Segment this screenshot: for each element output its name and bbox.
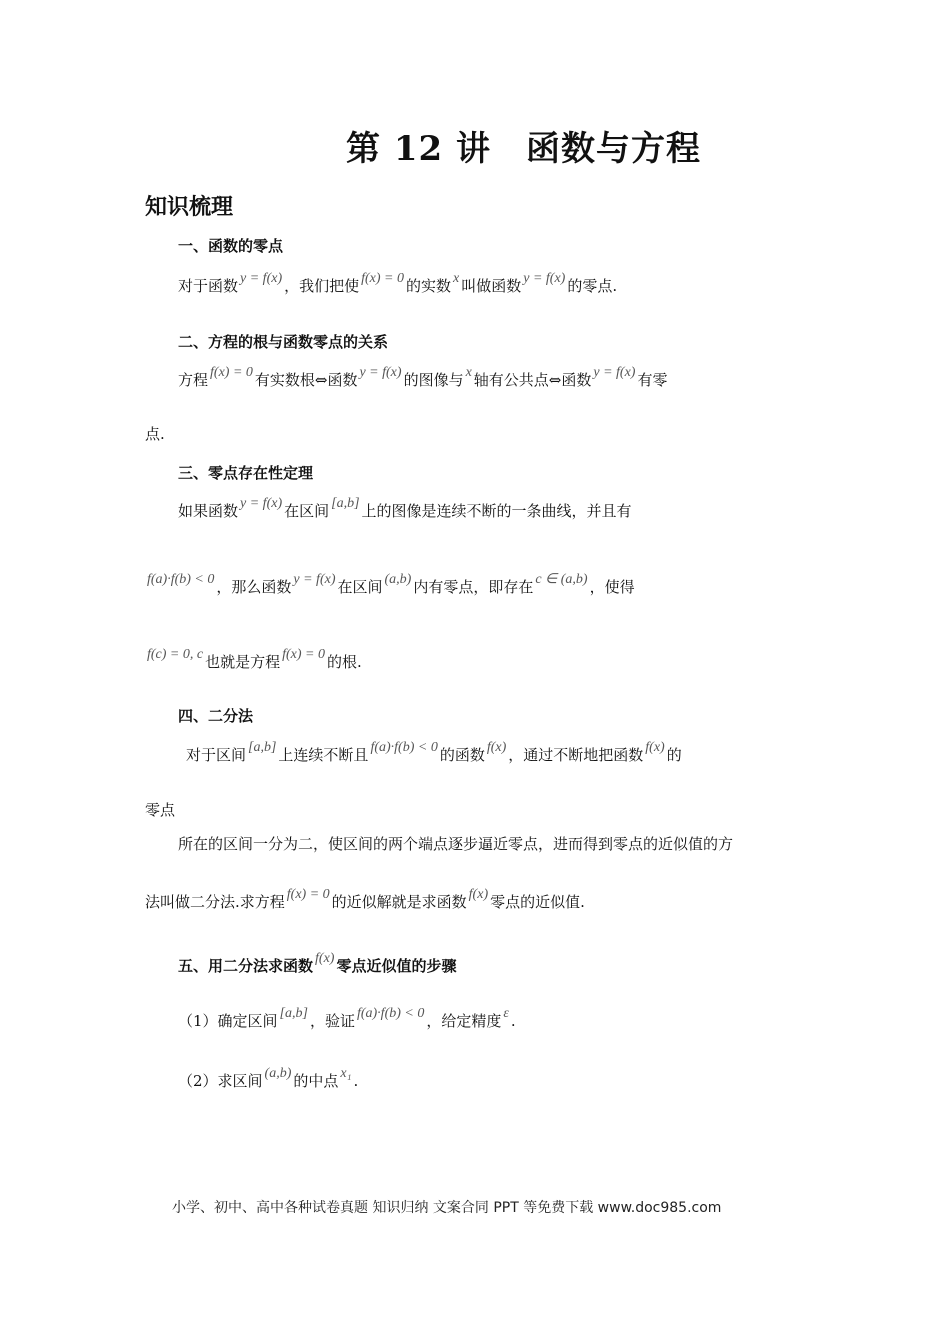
text: ，那么函数	[216, 578, 292, 596]
s2-line2: 点.	[145, 425, 165, 443]
footer: 小学、初中、高中各种试卷真题 知识归纳 文案合同 PPT 等免费下载 www.doc985.com	[172, 1200, 722, 1216]
math: c ∈ (a,b)	[535, 572, 588, 587]
s3-line2	[145, 572, 635, 596]
math: y = f(x)	[240, 271, 283, 286]
s4-line2: 零点	[145, 801, 176, 819]
math: f(x)	[486, 740, 507, 755]
s4-line3: 所在的区间一分为二，使区间的两个端点逐步逼近零点，进而得到零点的近似值的方	[178, 835, 734, 853]
s3-line3	[145, 647, 362, 671]
text: 法叫做二分法.求方程	[145, 893, 285, 911]
text: 在区间	[284, 502, 330, 520]
text: ，我们把使	[284, 277, 360, 295]
math: f(x) = 0	[361, 271, 404, 286]
math: f(x) = 0	[282, 647, 325, 662]
s4-heading: 四、二分法	[178, 707, 254, 725]
text: 零点近似值的步骤	[336, 957, 457, 975]
s3-line1	[178, 496, 632, 520]
text: 零点的近似值.	[490, 893, 585, 911]
math: x	[453, 271, 460, 286]
math: y = f(x)	[293, 572, 336, 587]
text: 内有零点，即存在	[413, 578, 534, 596]
s5-step1	[178, 1006, 516, 1030]
math: [a,b]	[331, 496, 360, 511]
s1-line1	[178, 271, 618, 295]
text: 五、用二分法求函数	[178, 957, 314, 975]
text: 的近似解就是求函数	[331, 893, 467, 911]
math: x₁	[340, 1066, 352, 1081]
text: 轴有公共点⇔函数	[473, 371, 592, 389]
math: f(a)·f(b) < 0	[147, 572, 215, 587]
text: ，给定精度	[426, 1012, 502, 1030]
text: 的实数	[406, 277, 452, 295]
text: .	[353, 1072, 359, 1090]
text: 在区间	[337, 578, 383, 596]
section-heading: 知识梳理	[145, 195, 234, 220]
s5-step2	[178, 1066, 359, 1090]
s4-line1	[186, 740, 682, 764]
s3-heading: 三、零点存在性定理	[178, 464, 314, 482]
math: f(x) = 0	[286, 887, 330, 902]
text: ，通过不断地把函数	[508, 746, 644, 764]
math: y = f(x)	[593, 365, 636, 380]
text: ，验证	[309, 1012, 355, 1030]
math: f(x)	[315, 951, 335, 966]
page-title: 第 12 讲 函数与方程	[346, 129, 701, 169]
text: 如果函数	[178, 502, 239, 520]
math: f(x)	[645, 740, 665, 755]
text: （2）求区间	[178, 1072, 263, 1090]
s1-heading: 一、函数的零点	[178, 237, 284, 255]
text: 的图像与	[403, 371, 464, 389]
text: .	[510, 1012, 516, 1030]
math: f(x)	[468, 887, 489, 902]
math: (a,b)	[264, 1066, 292, 1081]
math: ε	[503, 1006, 509, 1021]
text: 的零点.	[567, 277, 618, 295]
s5-heading	[178, 951, 457, 976]
text: 有实数根⇔函数	[254, 371, 358, 389]
text: 有零	[637, 371, 668, 389]
text: （1）确定区间	[178, 1012, 278, 1030]
text: 的根.	[326, 653, 362, 671]
s2-heading: 二、方程的根与函数零点的关系	[178, 333, 389, 351]
math: f(a)·f(b) < 0	[370, 740, 438, 755]
text: 的函数	[439, 746, 485, 764]
text: ，使得	[589, 578, 635, 596]
text: 对于区间	[186, 746, 247, 764]
math: y = f(x)	[240, 496, 283, 511]
math: f(c) = 0, c	[147, 647, 204, 662]
math: y = f(x)	[523, 271, 566, 286]
math: x	[465, 365, 472, 380]
s4-line4	[145, 887, 585, 911]
math: [a,b]	[279, 1006, 308, 1021]
math: f(a)·f(b) < 0	[356, 1006, 425, 1021]
math: (a,b)	[384, 572, 412, 587]
text: 上连续不断且	[278, 746, 369, 764]
math: y = f(x)	[359, 365, 402, 380]
text: 的中点	[293, 1072, 339, 1090]
s2-line1	[178, 365, 668, 389]
text: 的	[666, 746, 682, 764]
text: 也就是方程	[205, 653, 281, 671]
text: 方程	[178, 371, 209, 389]
math: f(x) = 0	[210, 365, 253, 380]
text: 叫做函数	[461, 277, 522, 295]
text: 对于函数	[178, 277, 239, 295]
math: [a,b]	[248, 740, 277, 755]
text: 上的图像是连续不断的一条曲线，并且有	[361, 502, 632, 520]
